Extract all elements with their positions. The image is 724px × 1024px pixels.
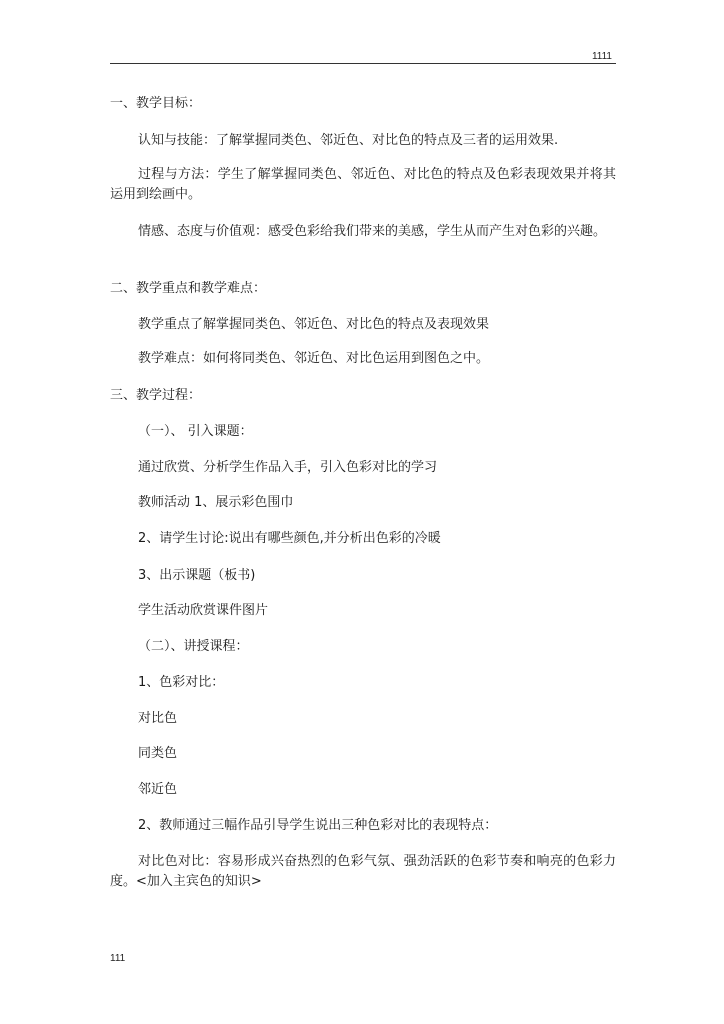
text-line: 邻近色 [138, 782, 178, 797]
section-heading-objectives: 一、教学目标： [110, 96, 202, 111]
text-line: 对比色 [138, 711, 178, 726]
text-line: 2、请学生讨论:说出有哪些颜色,并分析出色彩的冷暖 [138, 531, 441, 546]
footer-page-number: 111 [110, 953, 126, 964]
header-rule [110, 63, 616, 64]
paragraph-cognition-skills: 认知与技能：了解掌握同类色、邻近色、对比色的特点及三者的运用效果. [138, 133, 559, 148]
paragraph-key-point: 教学重点了解掌握同类色、邻近色、对比色的特点及表现效果 [138, 317, 490, 332]
text-line: 同类色 [138, 746, 178, 761]
paragraph-process-methods: 过程与方法：学生了解掌握同类色、邻近色、对比色的特点及色彩表现效果并将其运用到绘画中。 [110, 167, 616, 202]
subheading-introduction: （一）、 引入课题： [138, 424, 253, 439]
paragraph-emotion-attitude: 情感、态度与价值观：感受色彩给我们带来的美感，学生从而产生对色彩的兴趣。 [138, 224, 607, 239]
text-line: 1、色彩对比： [138, 675, 225, 690]
text-line: 通过欣赏、分析学生作品入手，引入色彩对比的学习 [138, 460, 438, 475]
paragraph-difficulty: 教学难点：如何将同类色、邻近色、对比色运用到图色之中。 [138, 351, 490, 366]
header-page-number: 1111 [591, 51, 612, 62]
section-heading-key-points: 二、教学重点和教学难点： [110, 281, 267, 296]
text-line: 3、出示课题（板书) [138, 568, 256, 583]
text-line: 教师活动 1、展示彩色围巾 [138, 495, 294, 510]
paragraph-contrast-color: 对比色对比：容易形成兴奋热烈的色彩气氛、强劲活跃的色彩节奏和响亮的色彩力度。<加入主宾色的知识> [110, 854, 616, 889]
text-line: 学生活动欣赏课件图片 [138, 603, 269, 618]
subheading-lecture: （二）、讲授课程： [138, 639, 249, 654]
section-heading-process: 三、教学过程： [110, 388, 202, 403]
text-line: 2、教师通过三幅作品引导学生说出三种色彩对比的表现特点： [138, 818, 498, 833]
